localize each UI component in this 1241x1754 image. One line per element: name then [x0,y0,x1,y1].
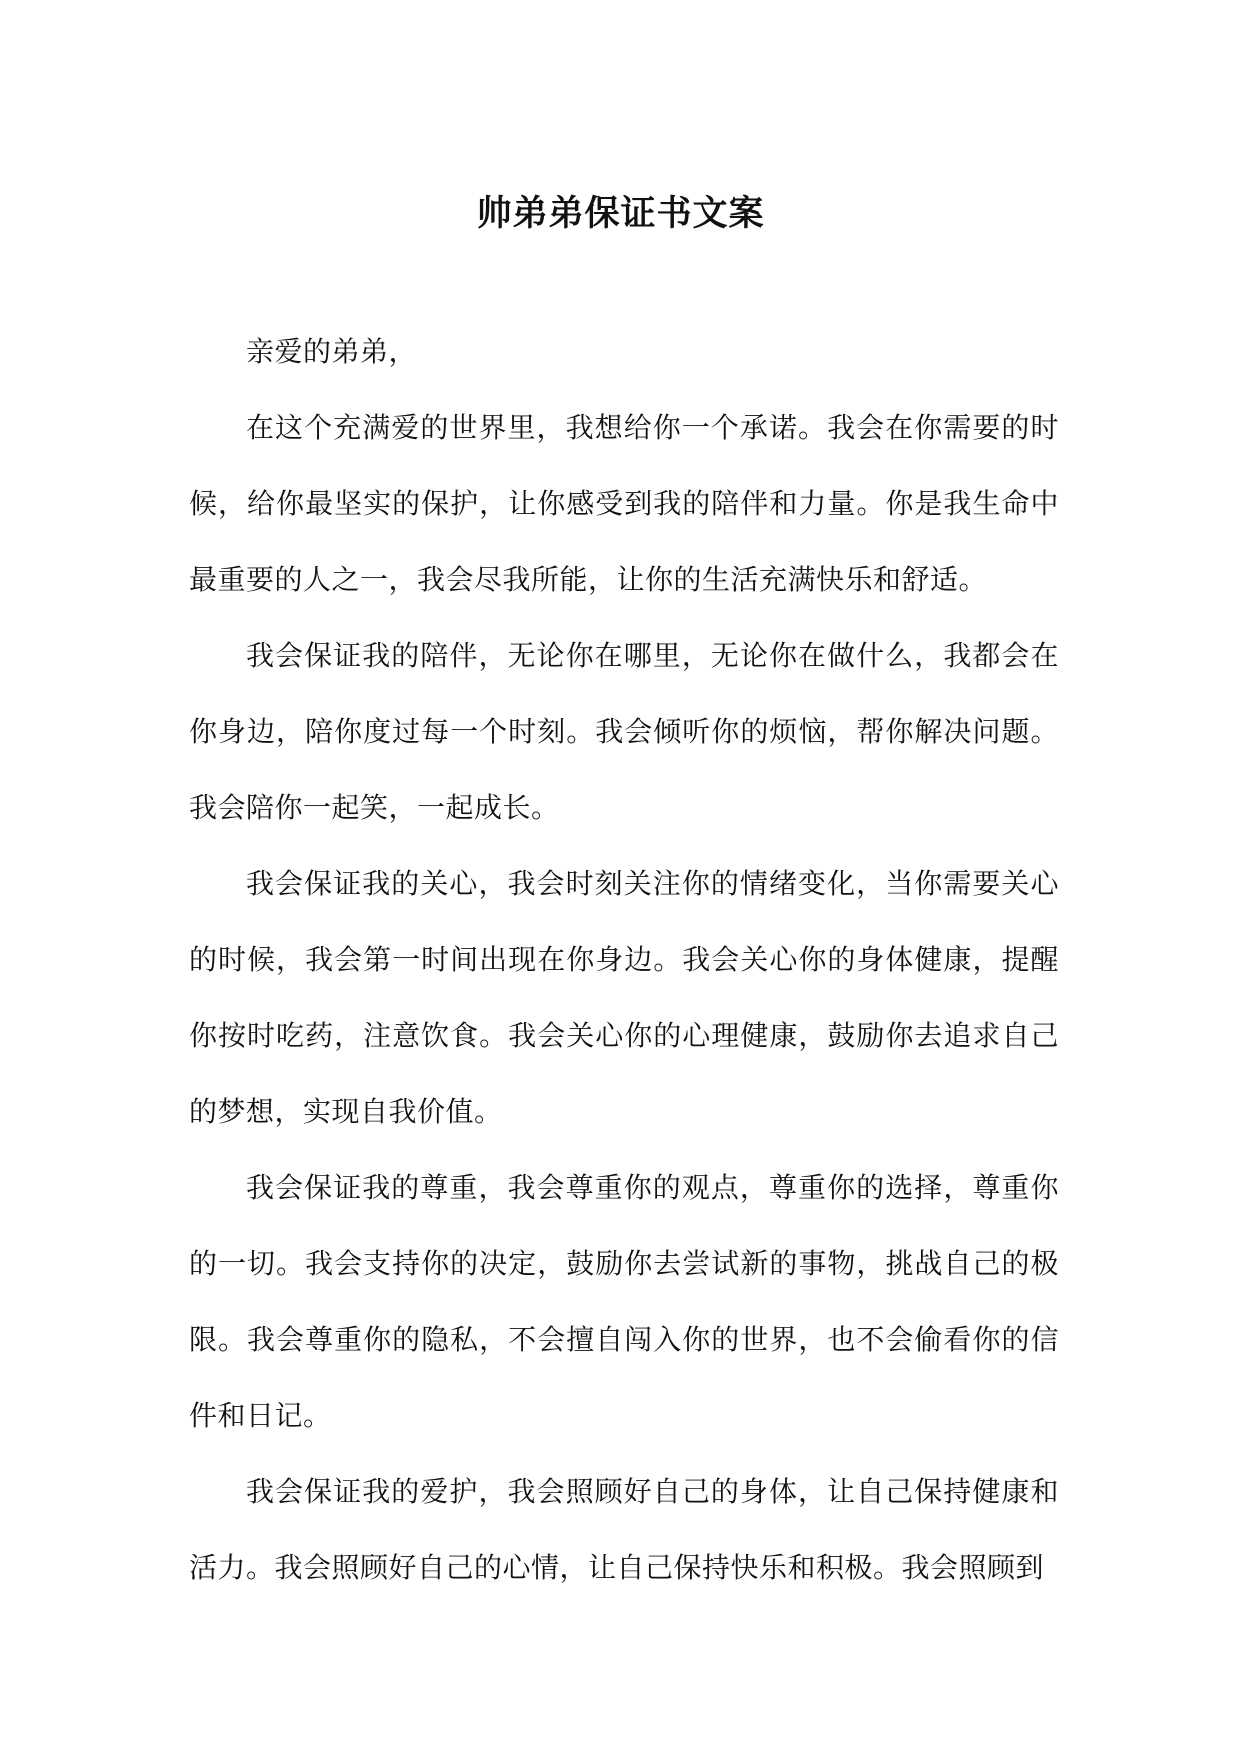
document-title: 帅弟弟保证书文案 [476,193,765,234]
document-body [189,314,1059,1606]
paragraph-promise: 在这个充满爱的世界里，我想给你一个承诺。我会在你需要的时候，给你最坚实的保护，让你感受到我的陪伴和力量。你是我生命中最重要的人之一，我会尽我所能，让你的生活充满快乐和舒适。 [189,411,1059,596]
paragraph-greeting: 亲爱的弟弟， [246,335,418,368]
paragraph-care: 我会保证我的关心，我会时刻关注你的情绪变化，当你需要关心的时候，我会第一时间出现在你身边。我会关心你的身体健康，提醒你按时吃药，注意饮食。我会关心你的心理健康，鼓励你去追求自己的梦想，实现自我价值。 [189,867,1059,1128]
paragraph-respect: 我会保证我的尊重，我会尊重你的观点，尊重你的选择，尊重你的一切。我会支持你的决定，鼓励你去尝试新的事物，挑战自己的极限。我会尊重你的隐私，不会擅自闯入你的世界，也不会偷看你的信件和日记。 [189,1171,1059,1432]
paragraph-cherish: 我会保证我的爱护，我会照顾好自己的身体，让自己保持健康和活力。我会照顾好自己的心情，让自己保持快乐和积极。我会照顾到 [189,1475,1059,1584]
paragraph-companionship: 我会保证我的陪伴，无论你在哪里，无论你在做什么，我都会在你身边，陪你度过每一个时刻。我会倾听你的烦恼，帮你解决问题。我会陪你一起笑，一起成长。 [189,639,1059,824]
